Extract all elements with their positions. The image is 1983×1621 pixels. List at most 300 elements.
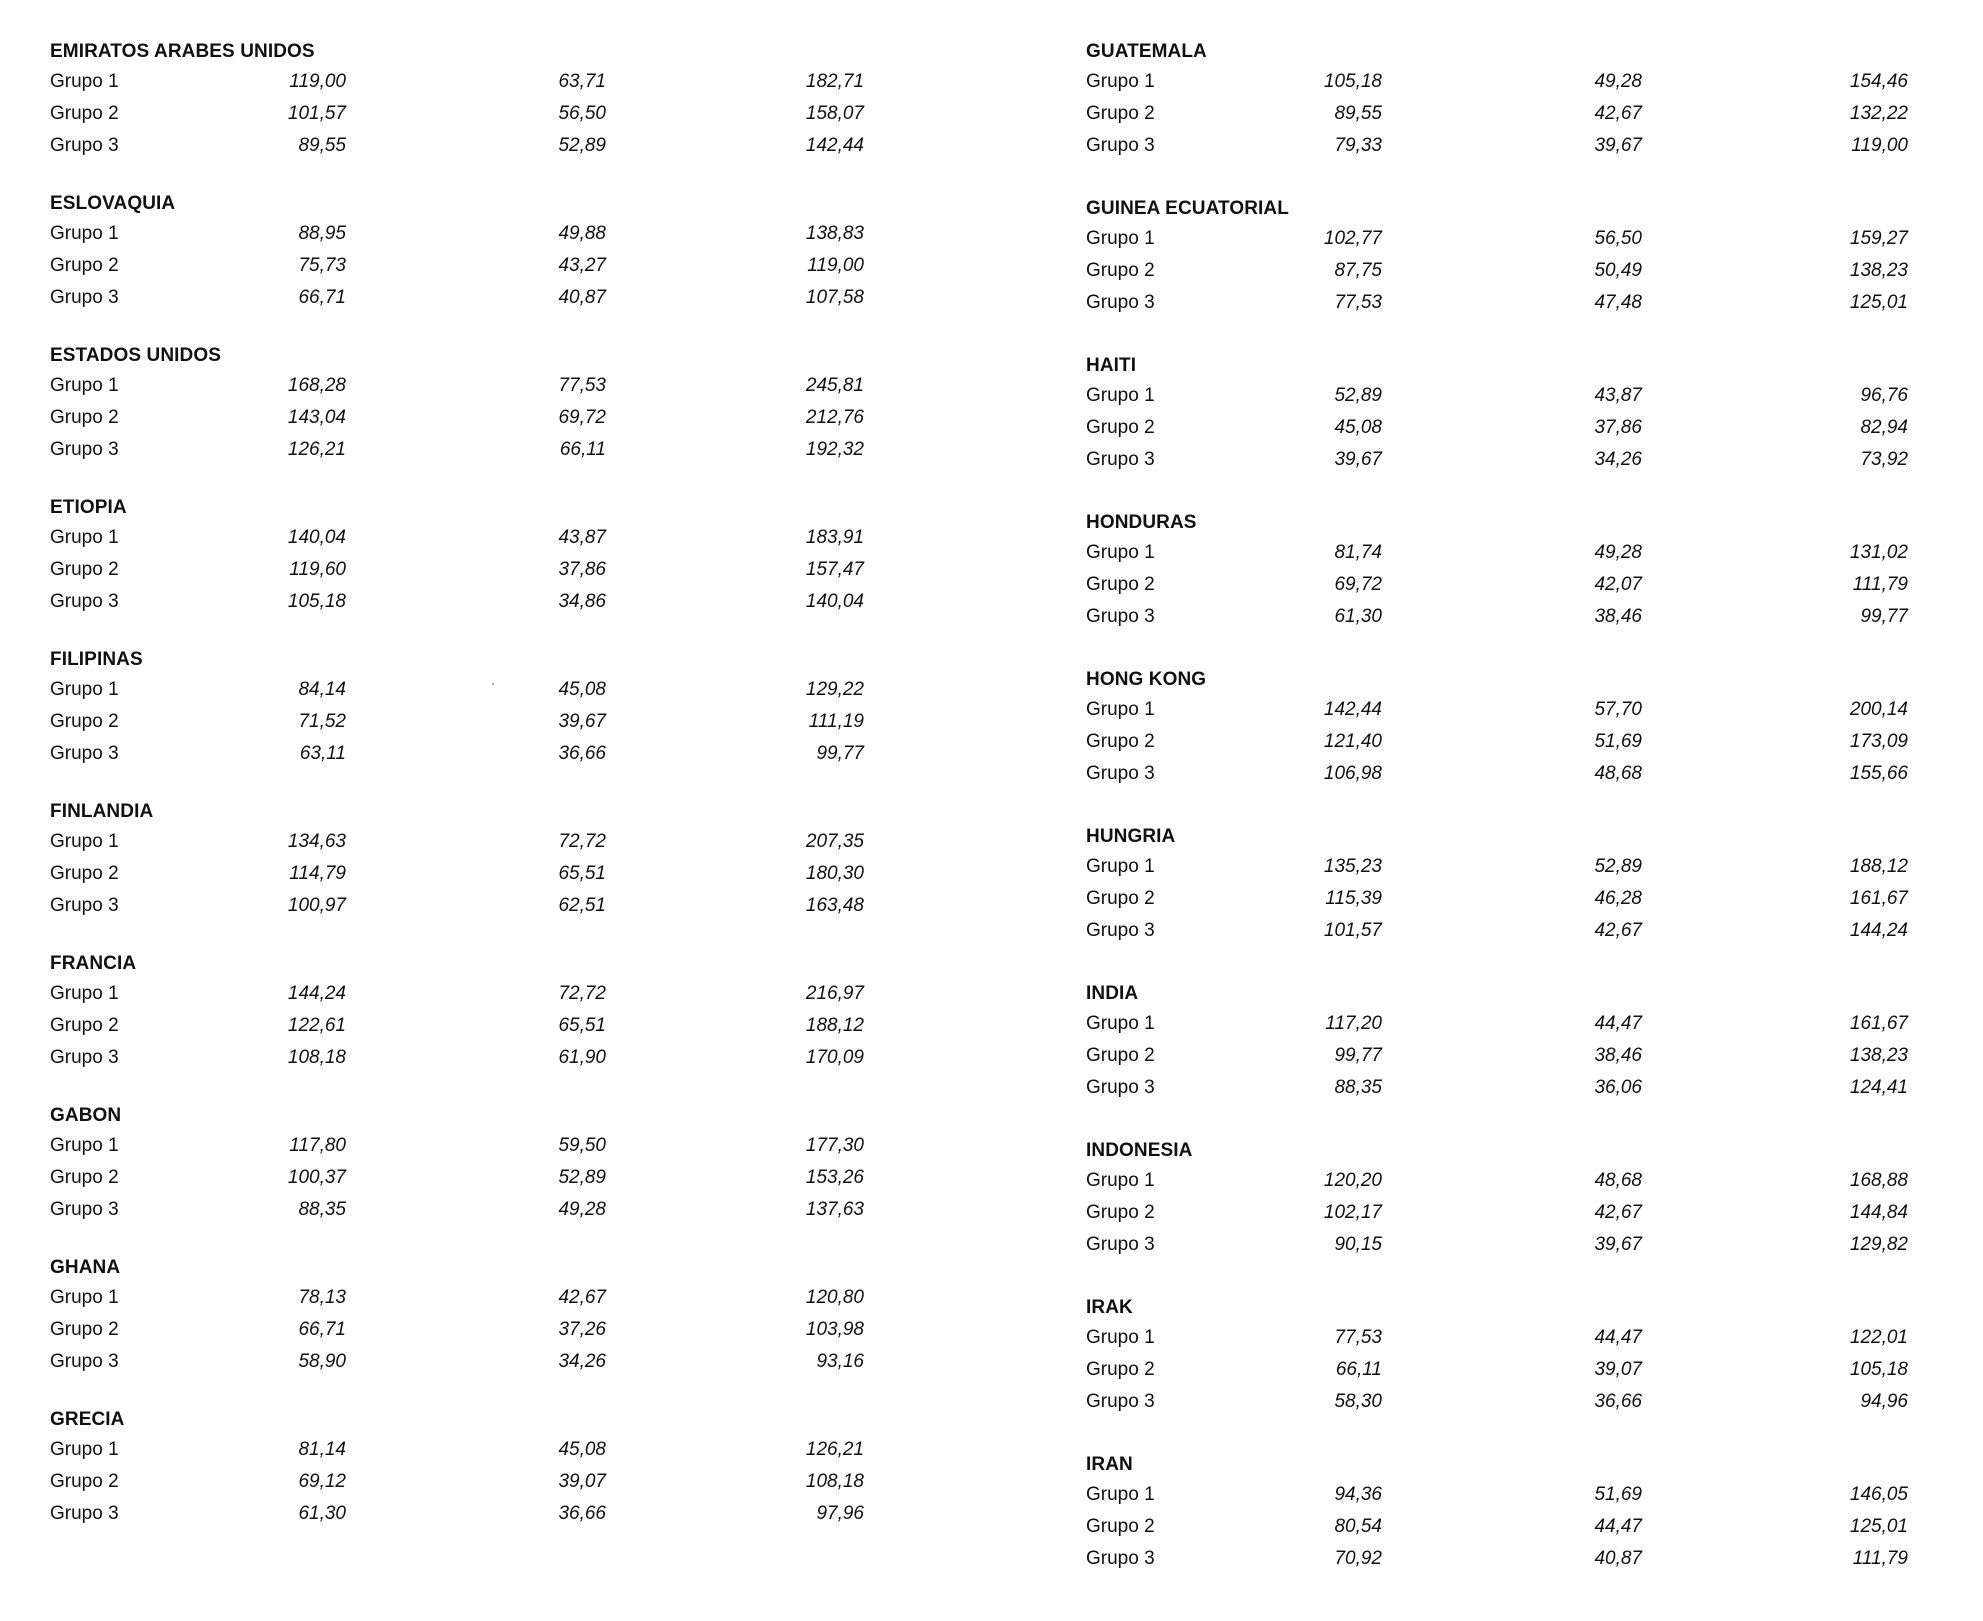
country-block (50, 494, 1010, 618)
value-cell-1: 105,18 (1323, 71, 1382, 92)
group-label: Grupo 3 (1086, 449, 1155, 470)
group-label: Grupo 1 (50, 527, 119, 548)
group-label: Grupo 3 (1086, 292, 1155, 313)
value-cell-3: 99,77 (816, 743, 864, 764)
value-cell-3: 125,01 (1849, 1516, 1908, 1537)
country-block (1086, 195, 1983, 319)
value-cell-2: 42,07 (1594, 574, 1642, 595)
value-cell-2: 49,28 (1594, 71, 1642, 92)
table-row (50, 434, 1010, 466)
value-cell-2: 36,66 (558, 743, 606, 764)
group-label: Grupo 3 (50, 135, 119, 156)
value-cell-1: 122,61 (287, 1015, 346, 1036)
group-label: Grupo 3 (1086, 1391, 1155, 1412)
value-cell-2: 42,67 (558, 1287, 606, 1308)
table-row (1086, 851, 1983, 883)
value-cell-3: 159,27 (1849, 228, 1908, 249)
value-cell-2: 65,51 (558, 863, 606, 884)
country-block (1086, 1294, 1983, 1418)
group-label: Grupo 3 (1086, 1234, 1155, 1255)
table-row (1086, 412, 1983, 444)
value-cell-2: 39,07 (1594, 1359, 1642, 1380)
country-name: IRAK (1086, 1297, 1133, 1318)
country-block (50, 190, 1010, 314)
table-row (50, 250, 1010, 282)
value-cell-3: 111,79 (1852, 574, 1908, 595)
value-cell-1: 81,14 (298, 1439, 346, 1460)
value-cell-3: 120,80 (805, 1287, 864, 1308)
group-label: Grupo 2 (50, 559, 119, 580)
table-row (50, 826, 1010, 858)
value-cell-3: 73,92 (1860, 449, 1908, 470)
value-cell-2: 77,53 (558, 375, 606, 396)
country-block (1086, 509, 1983, 633)
value-cell-2: 37,26 (558, 1319, 606, 1340)
group-label: Grupo 2 (1086, 1045, 1155, 1066)
value-cell-2: 49,88 (558, 223, 606, 244)
value-cell-3: 170,09 (805, 1047, 864, 1068)
value-cell-1: 77,53 (1334, 1327, 1382, 1348)
group-label: Grupo 2 (50, 1471, 119, 1492)
value-cell-1: 143,04 (287, 407, 346, 428)
value-cell-2: 34,86 (558, 591, 606, 612)
value-cell-3: 119,00 (807, 255, 864, 276)
value-cell-1: 99,77 (1334, 1045, 1382, 1066)
value-cell-2: 43,87 (1594, 385, 1642, 406)
value-cell-2: 44,47 (1594, 1327, 1642, 1348)
value-cell-2: 66,11 (559, 439, 606, 460)
group-label: Grupo 2 (1086, 1359, 1155, 1380)
value-cell-1: 115,39 (1325, 888, 1382, 909)
table-row (1086, 1197, 1983, 1229)
group-label: Grupo 3 (50, 1047, 119, 1068)
table-row (1086, 1008, 1983, 1040)
value-cell-2: 48,68 (1594, 763, 1642, 784)
group-label: Grupo 3 (1086, 763, 1155, 784)
value-cell-2: 50,49 (1594, 260, 1642, 281)
group-label: Grupo 1 (1086, 228, 1155, 249)
group-label: Grupo 1 (1086, 699, 1155, 720)
value-cell-3: 161,67 (1849, 888, 1908, 909)
value-cell-2: 52,89 (558, 1167, 606, 1188)
table-row (1086, 223, 1983, 255)
table-row (1086, 1229, 1983, 1261)
table-row (50, 66, 1010, 98)
value-cell-3: 144,84 (1849, 1202, 1908, 1223)
value-cell-2: 61,90 (558, 1047, 606, 1068)
table-row (1086, 915, 1983, 947)
value-cell-2: 44,47 (1594, 1013, 1642, 1034)
value-cell-1: 119,60 (289, 559, 346, 580)
table-row (1086, 1354, 1983, 1386)
value-cell-3: 140,04 (805, 591, 864, 612)
country-block (1086, 38, 1983, 162)
group-label: Grupo 1 (50, 223, 119, 244)
value-cell-3: 183,91 (805, 527, 864, 548)
country-name: ETIOPIA (50, 497, 127, 518)
value-cell-1: 140,04 (287, 527, 346, 548)
value-cell-3: 99,77 (1860, 606, 1908, 627)
value-cell-1: 75,73 (298, 255, 346, 276)
country-block (1086, 980, 1983, 1104)
country-name: IRAN (1086, 1454, 1133, 1475)
table-row (1086, 1072, 1983, 1104)
group-label: Grupo 2 (1086, 888, 1155, 909)
country-name: FINLANDIA (50, 801, 154, 822)
value-cell-3: 108,18 (805, 1471, 864, 1492)
value-cell-3: 111,19 (808, 711, 864, 732)
value-cell-2: 44,47 (1594, 1516, 1642, 1537)
value-cell-3: 200,14 (1849, 699, 1908, 720)
value-cell-2: 56,50 (1594, 228, 1642, 249)
value-cell-3: 216,97 (805, 983, 864, 1004)
value-cell-3: 168,88 (1849, 1170, 1908, 1191)
group-label: Grupo 1 (1086, 1327, 1155, 1348)
value-cell-1: 101,57 (287, 103, 346, 124)
group-label: Grupo 1 (50, 375, 119, 396)
value-cell-2: 59,50 (558, 1135, 606, 1156)
group-label: Grupo 1 (50, 1439, 119, 1460)
value-cell-3: 129,82 (1849, 1234, 1908, 1255)
country-name: HONG KONG (1086, 669, 1207, 690)
value-cell-3: 207,35 (805, 831, 864, 852)
group-label: Grupo 1 (50, 831, 119, 852)
value-cell-2: 42,67 (1594, 920, 1642, 941)
value-cell-3: 111,79 (1852, 1548, 1908, 1569)
value-cell-1: 105,18 (287, 591, 346, 612)
table-row (1086, 758, 1983, 790)
group-label: Grupo 1 (50, 679, 119, 700)
table-row (1086, 694, 1983, 726)
value-cell-1: 134,63 (287, 831, 346, 852)
value-cell-2: 52,89 (558, 135, 606, 156)
value-cell-1: 84,14 (298, 679, 346, 700)
value-cell-2: 39,67 (1594, 1234, 1642, 1255)
value-cell-2: 52,89 (1594, 856, 1642, 877)
value-cell-1: 106,98 (1323, 763, 1382, 784)
group-label: Grupo 3 (50, 287, 119, 308)
group-label: Grupo 1 (1086, 385, 1155, 406)
table-row (50, 706, 1010, 738)
country-name: ESLOVAQUIA (50, 193, 176, 214)
value-cell-1: 120,20 (1323, 1170, 1382, 1191)
table-row (50, 738, 1010, 770)
value-cell-1: 69,72 (1334, 574, 1382, 595)
value-cell-1: 61,30 (298, 1503, 346, 1524)
value-cell-2: 34,26 (558, 1351, 606, 1372)
value-cell-3: 138,23 (1849, 260, 1908, 281)
value-cell-3: 94,96 (1860, 1391, 1908, 1412)
table-row (1086, 255, 1983, 287)
value-cell-2: 36,06 (1594, 1077, 1642, 1098)
value-cell-3: 146,05 (1849, 1484, 1908, 1505)
left-column (50, 38, 1010, 1558)
value-cell-3: 122,01 (1849, 1327, 1908, 1348)
table-row (1086, 444, 1983, 476)
value-cell-3: 129,22 (805, 679, 864, 700)
value-cell-3: 131,02 (1849, 542, 1908, 563)
value-cell-1: 87,75 (1334, 260, 1382, 281)
country-name: HONDURAS (1086, 512, 1197, 533)
table-row (50, 1194, 1010, 1226)
value-cell-3: 97,96 (816, 1503, 864, 1524)
value-cell-1: 100,37 (287, 1167, 346, 1188)
group-label: Grupo 2 (1086, 574, 1155, 595)
country-name: HAITI (1086, 355, 1137, 376)
group-label: Grupo 2 (50, 103, 119, 124)
value-cell-1: 94,36 (1334, 1484, 1382, 1505)
value-cell-1: 114,79 (289, 863, 346, 884)
value-cell-3: 188,12 (805, 1015, 864, 1036)
group-label: Grupo 3 (1086, 606, 1155, 627)
table-row (50, 858, 1010, 890)
value-cell-1: 88,35 (1334, 1077, 1382, 1098)
right-column (1086, 38, 1983, 1608)
country-block (50, 1102, 1010, 1226)
table-row (1086, 569, 1983, 601)
group-label: Grupo 1 (1086, 542, 1155, 563)
country-block (50, 950, 1010, 1074)
group-label: Grupo 3 (50, 743, 119, 764)
value-cell-3: 107,58 (805, 287, 864, 308)
value-cell-3: 153,26 (805, 1167, 864, 1188)
country-block (50, 798, 1010, 922)
value-cell-3: 93,16 (816, 1351, 864, 1372)
value-cell-2: 45,08 (558, 1439, 606, 1460)
country-block (50, 646, 1010, 770)
value-cell-2: 48,68 (1594, 1170, 1642, 1191)
table-row (50, 978, 1010, 1010)
scan-speck (492, 683, 494, 685)
value-cell-1: 71,52 (298, 711, 346, 732)
value-cell-3: 212,76 (805, 407, 864, 428)
country-block (1086, 1451, 1983, 1575)
value-cell-3: 155,66 (1849, 763, 1908, 784)
value-cell-2: 56,50 (558, 103, 606, 124)
country-block (50, 38, 1010, 162)
country-name: FILIPINAS (50, 649, 143, 670)
value-cell-1: 63,11 (299, 743, 346, 764)
value-cell-1: 80,54 (1334, 1516, 1382, 1537)
value-cell-1: 101,57 (1323, 920, 1382, 941)
value-cell-2: 38,46 (1594, 1045, 1642, 1066)
value-cell-3: 245,81 (805, 375, 864, 396)
value-cell-1: 88,35 (298, 1199, 346, 1220)
table-row (1086, 1386, 1983, 1418)
value-cell-2: 42,67 (1594, 1202, 1642, 1223)
table-row (50, 1010, 1010, 1042)
group-label: Grupo 2 (50, 1015, 119, 1036)
value-cell-2: 72,72 (558, 831, 606, 852)
value-cell-2: 42,67 (1594, 103, 1642, 124)
table-row (1086, 726, 1983, 758)
country-block (50, 342, 1010, 466)
table-row (50, 370, 1010, 402)
value-cell-3: 180,30 (805, 863, 864, 884)
value-cell-2: 38,46 (1594, 606, 1642, 627)
value-cell-1: 69,12 (298, 1471, 346, 1492)
group-label: Grupo 3 (1086, 135, 1155, 156)
value-cell-1: 89,55 (1334, 103, 1382, 124)
value-cell-3: 177,30 (805, 1135, 864, 1156)
value-cell-2: 51,69 (1594, 1484, 1642, 1505)
group-label: Grupo 3 (50, 1503, 119, 1524)
group-label: Grupo 1 (1086, 1484, 1155, 1505)
country-name: EMIRATOS ARABES UNIDOS (50, 41, 315, 62)
value-cell-2: 39,67 (558, 711, 606, 732)
group-label: Grupo 2 (1086, 1516, 1155, 1537)
table-row (50, 1130, 1010, 1162)
group-label: Grupo 1 (1086, 1170, 1155, 1191)
table-row (1086, 66, 1983, 98)
group-label: Grupo 2 (50, 1167, 119, 1188)
value-cell-3: 138,23 (1849, 1045, 1908, 1066)
value-cell-2: 37,86 (1594, 417, 1642, 438)
table-row (50, 674, 1010, 706)
value-cell-3: 119,00 (1851, 135, 1908, 156)
value-cell-1: 89,55 (298, 135, 346, 156)
country-name: GRECIA (50, 1409, 125, 1430)
table-row (50, 402, 1010, 434)
value-cell-1: 144,24 (287, 983, 346, 1004)
value-cell-2: 69,72 (558, 407, 606, 428)
value-cell-1: 81,74 (1334, 542, 1382, 563)
value-cell-3: 132,22 (1849, 103, 1908, 124)
group-label: Grupo 3 (50, 1351, 119, 1372)
value-cell-2: 57,70 (1594, 699, 1642, 720)
table-row (50, 1162, 1010, 1194)
table-row (50, 1498, 1010, 1530)
table-row (50, 890, 1010, 922)
table-row (1086, 1322, 1983, 1354)
country-block (1086, 1137, 1983, 1261)
value-cell-3: 103,98 (805, 1319, 864, 1340)
group-label: Grupo 2 (1086, 731, 1155, 752)
table-row (50, 1434, 1010, 1466)
value-cell-2: 43,27 (558, 255, 606, 276)
table-row (1086, 1479, 1983, 1511)
value-cell-1: 52,89 (1334, 385, 1382, 406)
table-row (1086, 98, 1983, 130)
group-label: Grupo 3 (50, 591, 119, 612)
value-cell-2: 72,72 (558, 983, 606, 1004)
group-label: Grupo 2 (1086, 417, 1155, 438)
value-cell-2: 36,66 (558, 1503, 606, 1524)
value-cell-1: 90,15 (1334, 1234, 1382, 1255)
group-label: Grupo 2 (1086, 103, 1155, 124)
value-cell-1: 108,18 (287, 1047, 346, 1068)
country-block (1086, 823, 1983, 947)
value-cell-1: 66,71 (298, 1319, 346, 1340)
country-name: GUINEA ECUATORIAL (1086, 198, 1289, 219)
group-label: Grupo 3 (50, 439, 119, 460)
value-cell-3: 105,18 (1849, 1359, 1908, 1380)
table-row (50, 1282, 1010, 1314)
value-cell-2: 43,87 (558, 527, 606, 548)
value-cell-3: 137,63 (805, 1199, 864, 1220)
group-label: Grupo 2 (1086, 260, 1155, 281)
value-cell-1: 70,92 (1334, 1548, 1382, 1569)
value-cell-2: 49,28 (558, 1199, 606, 1220)
value-cell-1: 168,28 (287, 375, 346, 396)
value-cell-1: 58,30 (1334, 1391, 1382, 1412)
value-cell-2: 51,69 (1594, 731, 1642, 752)
value-cell-2: 36,66 (1594, 1391, 1642, 1412)
value-cell-2: 65,51 (558, 1015, 606, 1036)
group-label: Grupo 3 (50, 895, 119, 916)
table-row (50, 282, 1010, 314)
value-cell-2: 49,28 (1594, 542, 1642, 563)
group-label: Grupo 1 (50, 71, 119, 92)
group-label: Grupo 1 (50, 983, 119, 1004)
country-name: GABON (50, 1105, 122, 1126)
value-cell-1: 77,53 (1334, 292, 1382, 313)
value-cell-3: 182,71 (805, 71, 864, 92)
value-cell-1: 102,77 (1323, 228, 1382, 249)
value-cell-3: 82,94 (1860, 417, 1908, 438)
table-row (50, 586, 1010, 618)
table-row (1086, 1165, 1983, 1197)
country-name: GHANA (50, 1257, 121, 1278)
group-label: Grupo 2 (50, 407, 119, 428)
country-block (1086, 666, 1983, 790)
value-cell-3: 154,46 (1849, 71, 1908, 92)
value-cell-3: 144,24 (1849, 920, 1908, 941)
table-row (1086, 1040, 1983, 1072)
group-label: Grupo 3 (50, 1199, 119, 1220)
group-label: Grupo 1 (1086, 856, 1155, 877)
group-label: Grupo 1 (1086, 1013, 1155, 1034)
value-cell-1: 79,33 (1334, 135, 1382, 156)
value-cell-1: 58,90 (298, 1351, 346, 1372)
value-cell-3: 161,67 (1849, 1013, 1908, 1034)
table-row (50, 554, 1010, 586)
table-row (1086, 883, 1983, 915)
table-row (1086, 287, 1983, 319)
group-label: Grupo 3 (1086, 1077, 1155, 1098)
value-cell-1: 126,21 (287, 439, 346, 460)
table-row (50, 1346, 1010, 1378)
table-row (50, 130, 1010, 162)
value-cell-3: 158,07 (805, 103, 864, 124)
table-row (50, 522, 1010, 554)
table-row (50, 1314, 1010, 1346)
value-cell-3: 163,48 (805, 895, 864, 916)
value-cell-3: 126,21 (805, 1439, 864, 1460)
country-block (50, 1254, 1010, 1378)
country-block (1086, 352, 1983, 476)
table-row (1086, 601, 1983, 633)
group-label: Grupo 1 (50, 1287, 119, 1308)
table-row (1086, 1543, 1983, 1575)
value-cell-1: 100,97 (287, 895, 346, 916)
group-label: Grupo 2 (50, 255, 119, 276)
value-cell-1: 66,71 (298, 287, 346, 308)
country-name: INDIA (1086, 983, 1139, 1004)
table-row (50, 1042, 1010, 1074)
value-cell-3: 188,12 (1849, 856, 1908, 877)
value-cell-2: 46,28 (1594, 888, 1642, 909)
value-cell-1: 117,80 (289, 1135, 346, 1156)
value-cell-1: 102,17 (1323, 1202, 1382, 1223)
value-cell-2: 40,87 (1594, 1548, 1642, 1569)
country-name: FRANCIA (50, 953, 137, 974)
value-cell-3: 138,83 (805, 223, 864, 244)
table-row (1086, 130, 1983, 162)
group-label: Grupo 2 (50, 1319, 119, 1340)
country-block (50, 1406, 1010, 1530)
value-cell-2: 39,07 (558, 1471, 606, 1492)
